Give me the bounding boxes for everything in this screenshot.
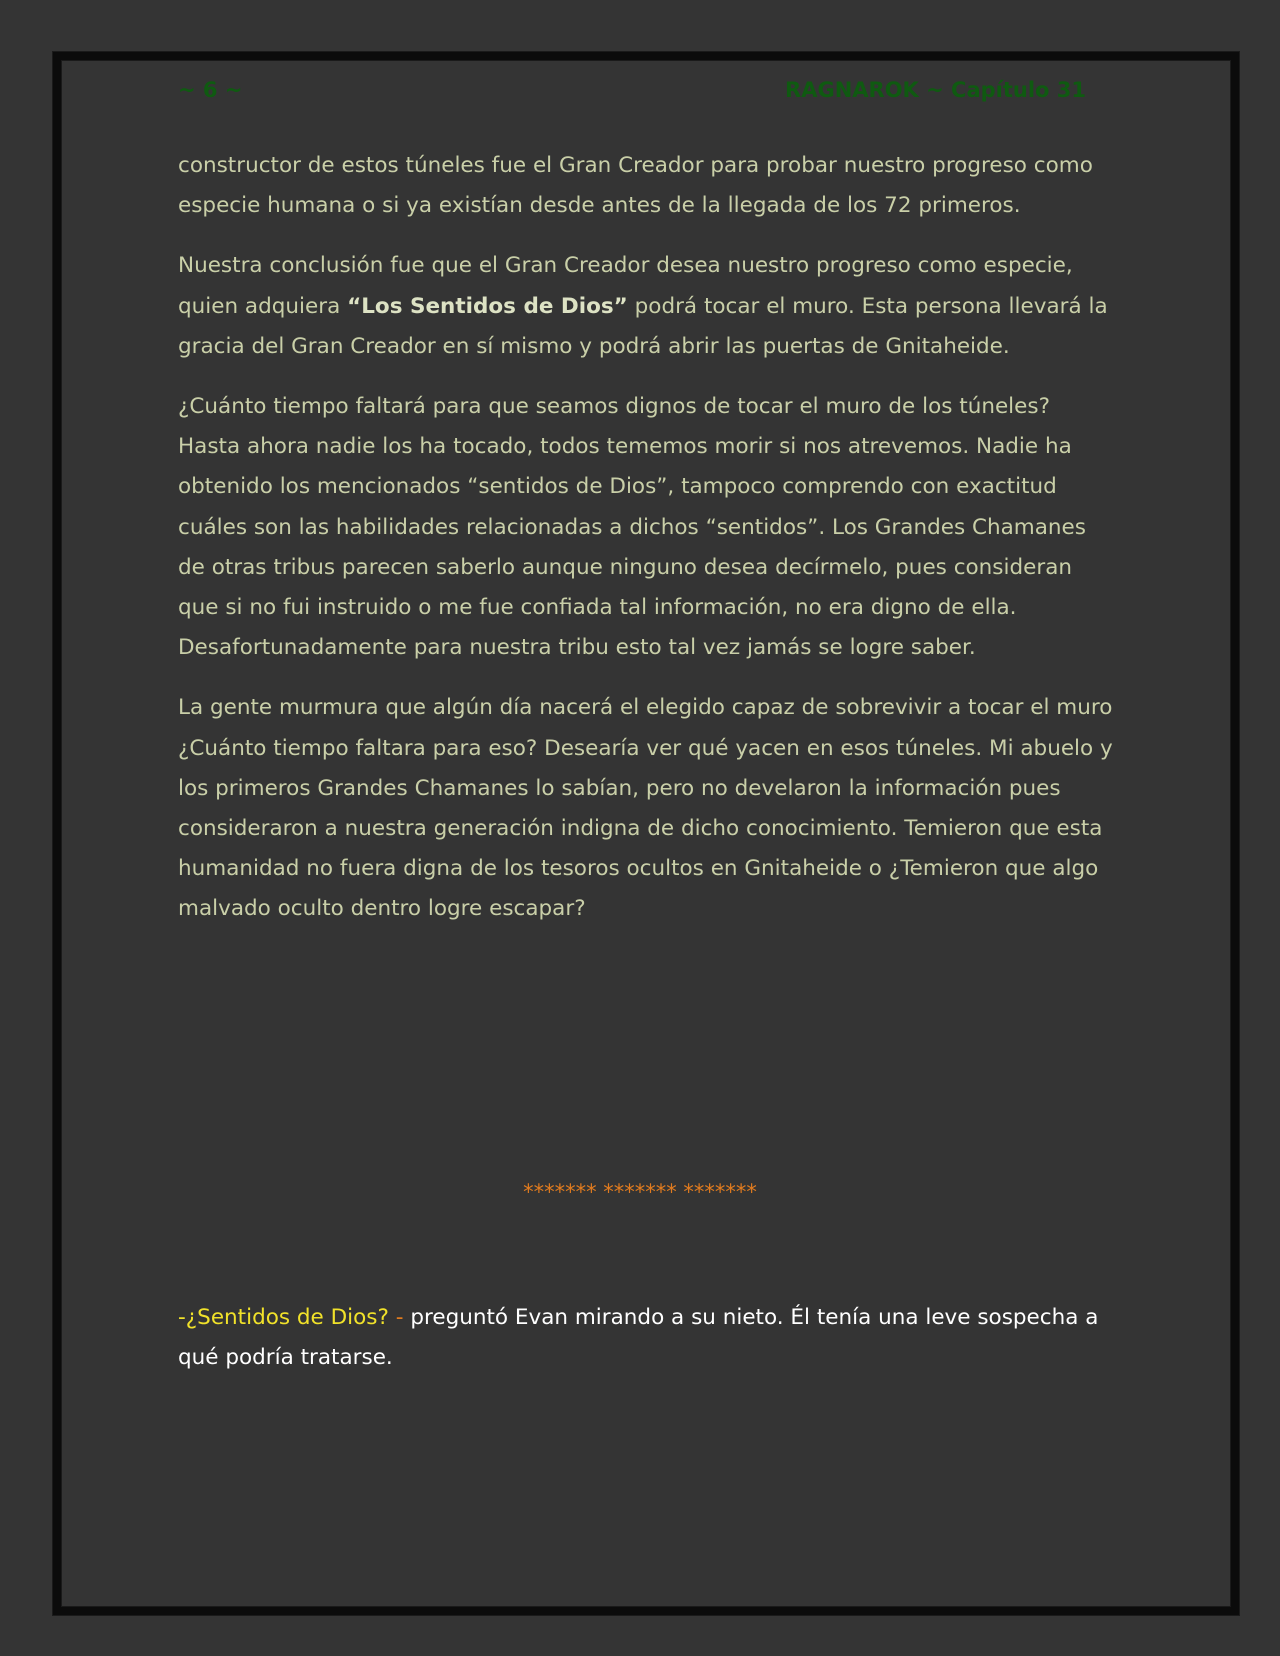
emphasis-los-sentidos-de-dios: “Los Sentidos de Dios” — [347, 293, 628, 319]
paragraph-4: La gente murmura que algún día nacerá el elegido capaz de sobrevivir a tocar el muro ¿Cuánto tiempo faltara para eso? Desearía ver qué yacen en esos túneles. Mi abuelo y los primeros Grandes Chamanes lo sabían, pero no develaron la información pues consideraron a nuestra generación indigna de dicho conocimiento. Temieron que esta humanidad no fuera digna de los tesoros ocultos en Gnitaheide o ¿Temieron que algo malvado oculto dentro logre escapar? — [178, 695, 1113, 922]
page-number: ~ 6 ~ — [178, 78, 243, 102]
dialogue-dash: - — [388, 1305, 411, 1330]
chapter-title: RAGNAROK ~ Capítulo 31 — [785, 78, 1086, 102]
paragraph-1: constructor de estos túneles fue el Gran Creador para probar nuestro progreso como especie humana o si ya existían desde antes de la llegada de los 72 primeros. — [178, 153, 1093, 219]
paragraph-2-start: Nuestra conclusión fue que el Gran Creador desea nuestro progreso como especie, quien adquiera — [178, 253, 1073, 319]
page-header — [178, 78, 1086, 108]
dialogue-speech: -¿Sentidos de Dios? — [178, 1305, 389, 1330]
paragraph-2 — [178, 246, 1113, 367]
paragraph-3: ¿Cuánto tiempo faltará para que seamos dignos de tocar el muro de los túneles? Hasta ahora nadie los ha tocado, todos tememos morir si nos atrevemos. Nadie ha obtenido los mencionados “sentidos de Dios”, tampoco comprendo con exactitud cuáles son las habilidades relacionadas a dichos “sentidos”. Los Grandes Chamanes de otras tribus parecen saberlo aunque ninguno desea decírmelo, pues consideran que si no fui instruido o me fue confiada tal información, no era digno de ella. Desafortunadamente para nuestra tribu esto tal vez jamás se logre saber. — [178, 394, 1086, 661]
section-separator: ******* ******* ******* — [523, 1180, 757, 1204]
paragraph-2-end: podrá tocar el muro. Esta persona llevará la gracia del Gran Creador en sí mismo y podrá abrir las puertas de Gnitaheide. — [178, 293, 1108, 359]
body-text — [178, 146, 1113, 950]
dialogue-narration: preguntó Evan mirando a su nieto. Él tenía una leve sospecha a qué podría tratarse. — [178, 1305, 1099, 1371]
dialogue-paragraph — [178, 1298, 1113, 1378]
